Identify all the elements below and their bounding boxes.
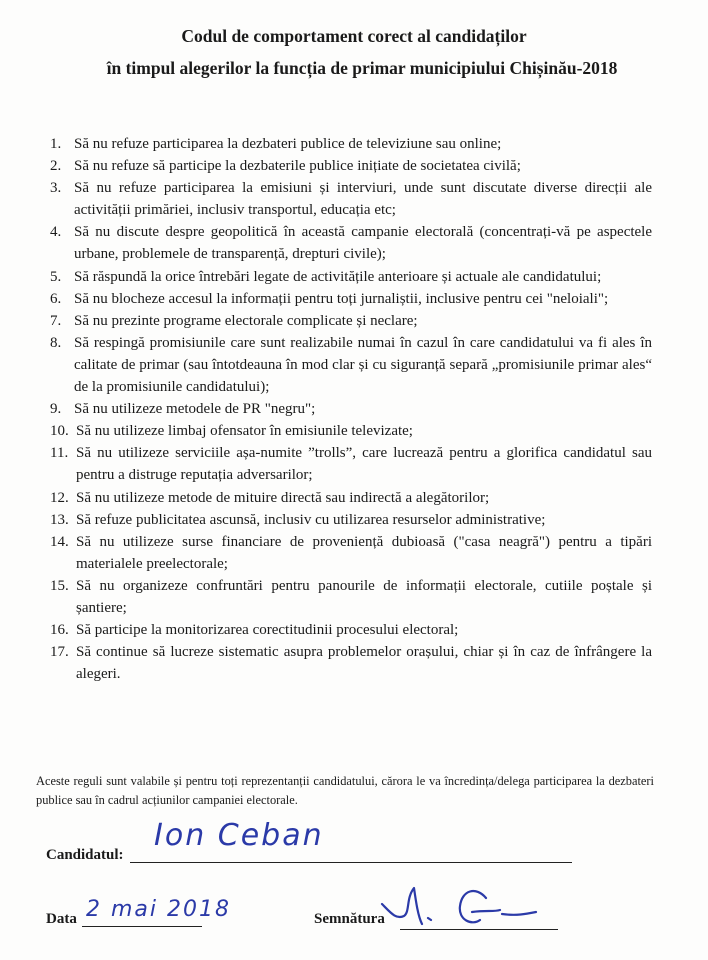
rule-text: Să nu refuze să participe la dezbaterile publice inițiate de societatea civilă; (74, 158, 521, 175)
rule-number: 17. (50, 644, 69, 661)
date-handwritten: 2 mai 2018 (86, 897, 231, 922)
rule-item (50, 266, 652, 288)
candidate-handwritten-name: Ion Ceban (154, 818, 324, 853)
signature-label: Semnătura (314, 911, 385, 927)
rule-item (50, 177, 652, 221)
rule-text: Să nu blocheze accesul la informații pentru toți jurnaliștii, inclusive pentru cei "neloiali"; (74, 290, 609, 307)
rules-list (50, 133, 652, 685)
candidate-line (130, 862, 572, 863)
rule-item (50, 575, 652, 619)
rule-number: 7. (50, 312, 62, 329)
rule-number: 6. (50, 290, 62, 307)
rule-item (50, 531, 652, 575)
rule-text: Să nu organizeze confruntări pentru panourile de informații electorale, cutiile poștale și șantiere; (76, 577, 652, 616)
rule-number: 1. (50, 136, 62, 152)
rule-number: 11. (50, 445, 69, 462)
rule-number: 16. (50, 622, 69, 639)
rule-text: Să nu utilizeze serviciile așa-numite ”trolls”, care lucrează pentru a glorifica candidatul sau pentru a distruge reputația adversarilor; (76, 445, 652, 484)
rule-text: Să nu utilizeze metodele de PR "negru"; (74, 401, 316, 418)
rule-number: 12. (50, 489, 69, 506)
candidate-label: Candidatul: (46, 847, 124, 863)
rule-number: 13. (50, 511, 69, 528)
rule-item (50, 641, 652, 685)
rule-number: 3. (50, 180, 62, 197)
rule-item (50, 487, 652, 509)
rule-number: 4. (50, 224, 62, 241)
rule-item (50, 442, 652, 486)
rule-item (50, 133, 652, 155)
rule-text: Să nu utilizeze metode de mituire directă sau indirectă a alegătorilor; (76, 489, 490, 506)
rule-item (50, 221, 652, 265)
title-line-1: Codul de comportament corect al candidaților (181, 26, 527, 46)
title-line-2: în timpul alegerilor la funcția de primar municipiului Chișinău-2018 (106, 58, 618, 78)
rule-item (50, 509, 652, 531)
date-label: Data (46, 911, 77, 927)
rule-text: Să nu discute despre geopolitică în această campanie electorală (concentrați-vă pe aspectele urbane, problemele de transparență, drepturi civile); (74, 224, 652, 263)
rule-item (50, 420, 652, 442)
rule-item (50, 398, 652, 420)
rule-number: 8. (50, 334, 62, 351)
rule-item (50, 155, 652, 177)
rule-text: Să continue să lucreze sistematic asupra problemelor orașului, chiar și în caz de înfrângere la alegeri. (76, 644, 652, 683)
validity-note: Aceste reguli sunt valabile și pentru toți reprezentanții candidatului, cărora le va încredința/delega participarea la dezbateri publice sau în cadrul acțiunilor campaniei electorale. (36, 774, 654, 807)
signature-scribble (376, 876, 556, 936)
rule-number: 14. (50, 533, 69, 550)
rule-number: 10. (50, 423, 69, 440)
rule-text: Să răspundă la orice întrebări legate de activitățile anterioare și actuale ale candidatului; (74, 268, 602, 285)
rule-text: Să respingă promisiunile care sunt realizabile numai în cazul în care candidatului va fi ales în calitate de primar (sau întotdeauna în mod clar și cu siguranță separă „promisiunile primar ales“ de la promisiunile candidatului); (74, 334, 652, 396)
rule-item (50, 619, 652, 641)
rule-item (50, 288, 652, 310)
rule-text: Să nu utilizeze limbaj ofensator în emisiunile televizate; (76, 423, 413, 440)
rule-number: 9. (50, 401, 62, 418)
rule-text: Să nu prezinte programe electorale complicate și neclare; (74, 312, 418, 329)
rule-text: Să nu utilizeze surse financiare de proveniență dubioasă ("casa neagră") pentru a tipări materialele preelectorale; (76, 533, 652, 572)
rule-item (50, 332, 652, 398)
rule-text: Să refuze publicitatea ascunsă, inclusiv cu utilizarea resurselor administrative; (76, 511, 546, 528)
date-line (82, 926, 202, 927)
rule-text: Să participe la monitorizarea corectitudinii procesului electoral; (76, 622, 459, 639)
rule-text: Să nu refuze participarea la dezbateri publice de televiziune sau online; (74, 136, 502, 152)
rule-item (50, 310, 652, 332)
rule-text: Să nu refuze participarea la emisiuni și interviuri, unde sunt discutate diverse direcții ale activității primăriei, inclusiv transportul, educația etc; (74, 180, 652, 219)
rule-number: 5. (50, 268, 62, 285)
rule-number: 15. (50, 577, 69, 594)
rule-number: 2. (50, 158, 62, 175)
